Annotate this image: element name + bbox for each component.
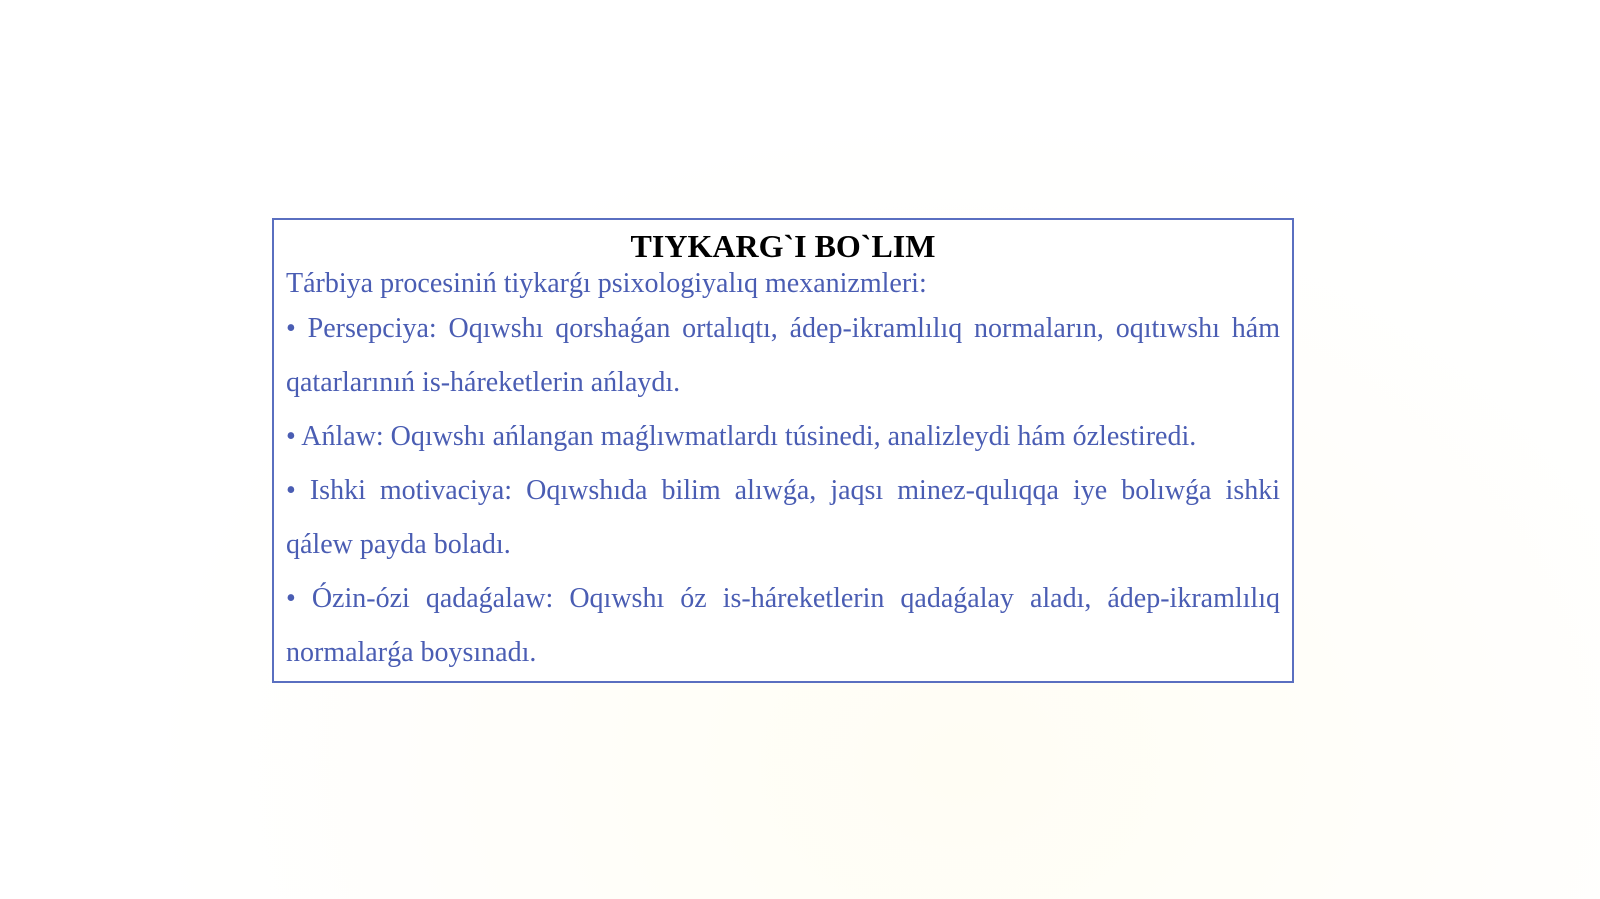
bullet-persepciya: • Persepciya: Oqıwshı qorshaǵan ortalıqtı, ádep-ikramlılıq normaların, oqıtıwshı hám qatarlarınıń is-háreketlerin ańlaydı. — [286, 313, 1280, 398]
intro-text: Tárbiya procesiniń tiykarǵı psixologiyalıq mexanizmleri: — [286, 268, 927, 299]
bullet-list — [286, 302, 1280, 680]
bullet-ozin-ozi-qadagalaw: • Ózin-ózi qadaǵalaw: Oqıwshı óz is-háreketlerin qadaǵalay aladı, ádep-ikramlılıq normalarǵa boysınadı. — [286, 583, 1280, 668]
bullet-anlaw: • Ańlaw: Oqıwshı ańlangan maǵlıwmatlardı túsinedi, analizleydi hám ózlestiredi. — [286, 421, 1197, 452]
bullet-ishki-motivaciya: • Ishki motivaciya: Oqıwshıda bilim alıwǵa, jaqsı minez-qulıqqa iye bolıwǵa ishki qálew payda boladı. — [286, 475, 1280, 560]
slide-title: TIYKARG`I BO`LIM — [630, 228, 936, 264]
content-box — [272, 218, 1294, 683]
